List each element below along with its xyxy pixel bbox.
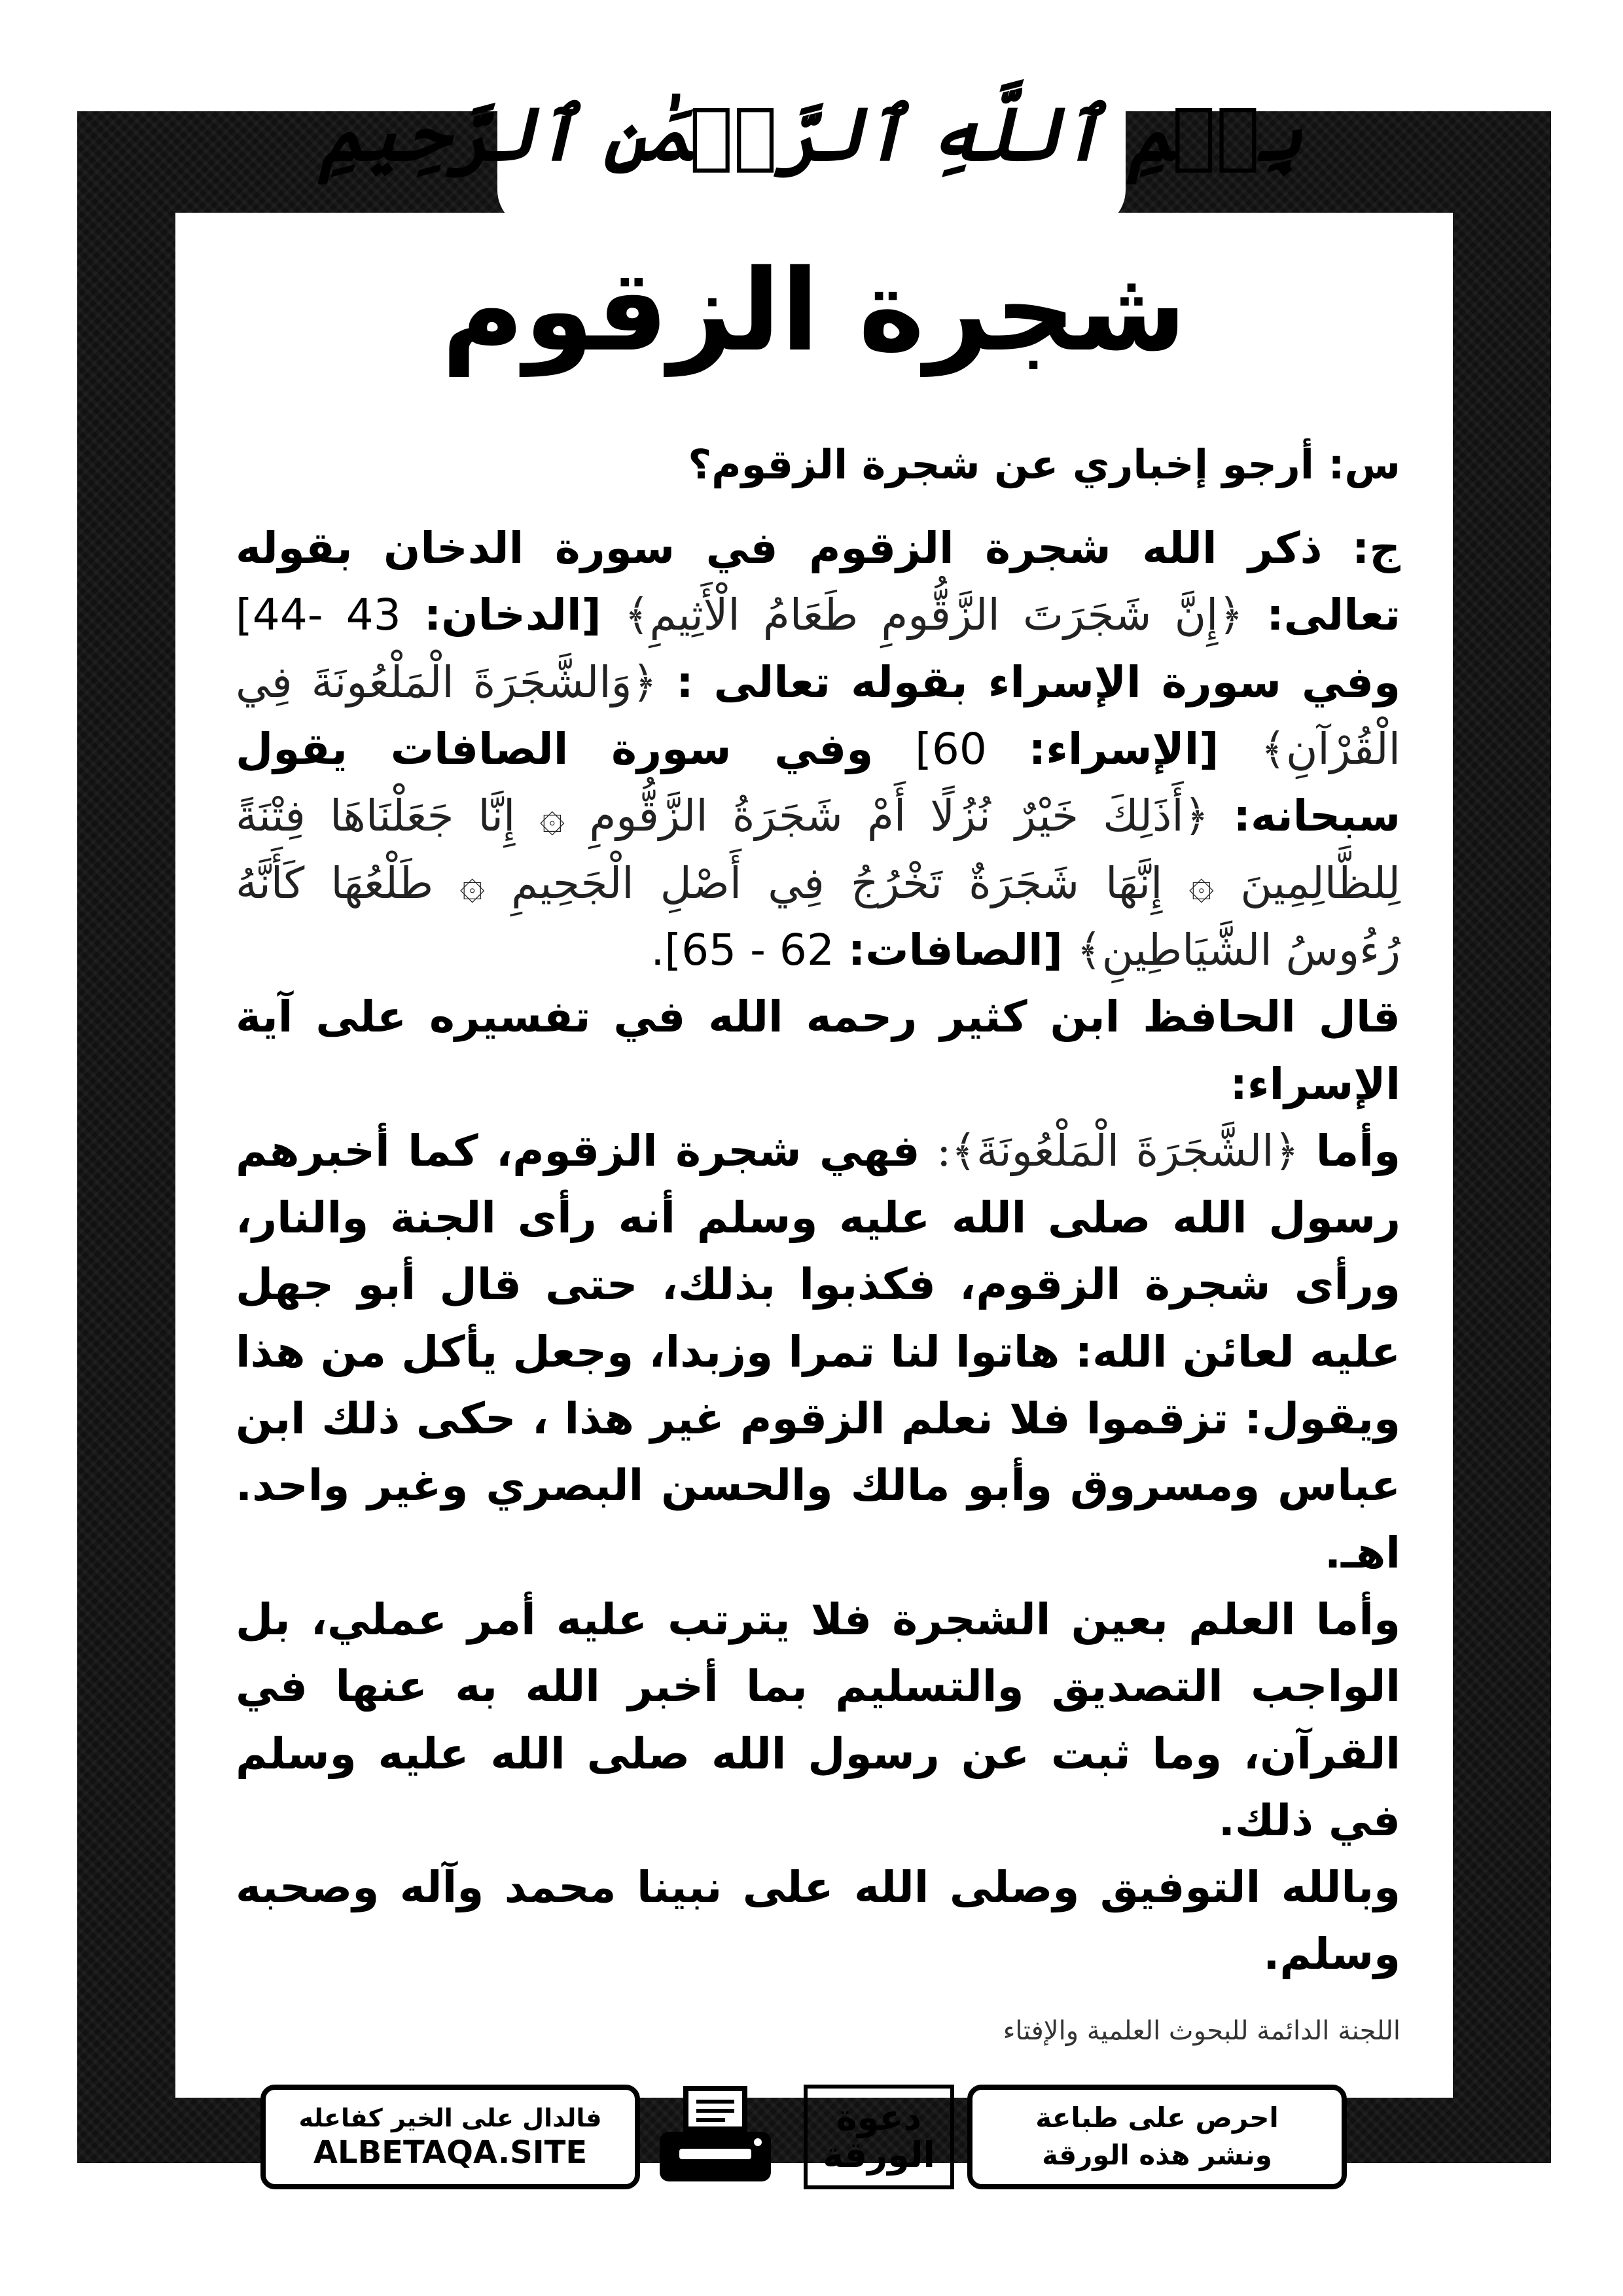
page-title: شجرة الزقوم	[441, 245, 1187, 376]
ref-isra-name: [الإسراء:	[1028, 724, 1219, 775]
ref-dukhan-nums: 43 -44]	[236, 590, 401, 641]
article-body	[236, 432, 1400, 1988]
tafsir-quote: ﴿الشَّجَرَةَ الْمَلْعُونَةَ﴾:	[936, 1125, 1300, 1176]
dawah-logo	[804, 2085, 954, 2189]
verse-isra: ﴿وَالشَّجَرَةَ الْمَلْعُونَةَ فِي الْقُرْآنِ﴾	[236, 656, 1400, 775]
answer-mid-isra: وفي سورة الإسراء بقوله تعالى :	[676, 656, 1400, 708]
verse-dukhan: ﴿إِنَّ شَجَرَتَ الزَّقُّومِ طَعَامُ الْأَثِيمِ﴾	[624, 590, 1244, 641]
footer-website: ALBETAQA.SITE	[313, 2134, 588, 2171]
answer-prefix: ج:	[1352, 523, 1400, 574]
ref-saffat-nums: 62 - 65].	[651, 924, 834, 975]
tafsir-body: فهي شجرة الزقوم، كما أخبرهم رسول الله صلى الله عليه وسلم أنه رأى الجنة والنار، ورأى شجرة الزقوم، فكذبوا بذلك، حتى قال أبو جهل عليه لعائن الله: هاتوا لنا تمرا وزبدا، وجعل يأكل من هذا ويقول: تزقموا فلا نعلم الزقوم غير هذا ، حكى ذلك ابن عباس ومسروق وأبو مالك والحسن البصري وغير واحد. اهـ.	[236, 1125, 1400, 1578]
basmala: بِسۡمِ ٱللَّهِ ٱلرَّحۡمَٰنِ ٱلرَّحِيمِ	[320, 91, 1303, 177]
ref-isra-nums: 60]	[915, 724, 987, 775]
question-prefix: س:	[1328, 440, 1400, 488]
ref-dukhan-name: [الدخان:	[423, 590, 601, 641]
conclusion-paragraph: وأما العلم بعين الشجرة فلا يترتب عليه أمر عملي، بل الواجب التصديق والتسليم بما أخبر الله به عنها في القرآن، وما ثبت عن رسول الله صلى الله عليه وسلم في ذلك.	[236, 1594, 1400, 1846]
closing-paragraph: وبالله التوفيق وصلى الله على نبينا محمد وآله وصحبه وسلم.	[236, 1862, 1400, 1980]
footer-bar	[260, 2085, 1347, 2189]
basmala-cartouche	[320, 39, 1303, 229]
tafsir-heading: قال الحافظ ابن كثير رحمه الله في تفسيره على آية الإسراء:	[236, 992, 1400, 1109]
tafsir-paragraph	[236, 1118, 1400, 1587]
logo-line-1: دعوة	[836, 2097, 922, 2139]
question-text: أرجو إخباري عن شجرة الزقوم؟	[688, 440, 1315, 488]
verse-saffat: ﴿أَذَلِكَ خَيْرٌ نُزُلًا أَمْ شَجَرَةُ الزَّقُّومِ ۞ إِنَّا جَعَلْنَاهَا فِتْنَةً لِلظَّالِمِينَ ۞ إِنَّهَا شَجَرَةٌ تَخْرُجُ فِي أَصْلِ الْجَحِيمِ ۞ طَلْعُهَا كَأَنَّهُ رُءُوسُ الشَّيَاطِينِ﴾	[236, 791, 1400, 975]
answer-mid-saffat: وفي سورة الصافات يقول سبحانه:	[236, 724, 1401, 842]
footer-print-line-2: ونشر هذه الورقة	[1042, 2139, 1272, 2171]
signature: اللجنة الدائمة للبحوث العلمية والإفتاء	[1003, 2016, 1400, 2046]
footer-right-box	[967, 2085, 1347, 2189]
answer-intro: ذكر الله شجرة الزقوم في سورة الدخان بقوله تعالى:	[236, 523, 1401, 641]
answer-paragraph	[236, 515, 1400, 984]
footer-middle	[640, 2085, 967, 2189]
footer-print-line-1: احرص على طباعة	[1035, 2102, 1279, 2134]
footer-slogan: فالدال على الخير كفاعله	[298, 2103, 602, 2132]
tafsir-lead: وأما	[1315, 1125, 1401, 1176]
ref-saffat-name: [الصافات:	[847, 924, 1063, 975]
printer-icon	[653, 2085, 777, 2189]
logo-line-2: الورقة	[823, 2134, 935, 2176]
footer-left-box	[260, 2085, 640, 2189]
question	[236, 432, 1400, 497]
